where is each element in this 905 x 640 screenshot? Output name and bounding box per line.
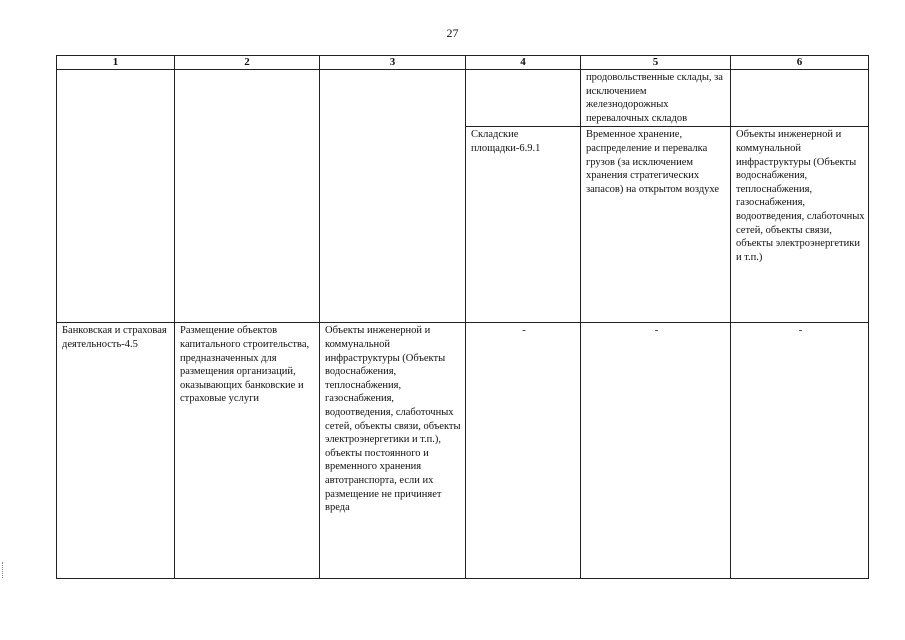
header-col-4: 4: [466, 56, 581, 70]
cell-row1-col5: продовольственные склады, за исключением железнодорожных перевалочных складов: [581, 70, 731, 127]
header-col-2: 2: [175, 56, 320, 70]
cell-row3-col3: Объекты инженерной и коммунальной инфраструктуры (Объекты водоснабжения, теплоснабжения, газоснабжения, водоотведения, слаботочных сетей, объекты связи, объекты электроэнергетики и т.п.), объекты постоянного и временного хранения автотранспорта, если их размещение не причиняет вреда: [320, 323, 466, 579]
cell-row3-col5: [581, 323, 731, 579]
cell-row1-col2: [175, 70, 320, 323]
cell-row3-col1: Банковская и страховая деятельность-4.5: [57, 323, 175, 579]
table-row: [57, 323, 869, 579]
table-row: [57, 70, 869, 127]
document-table: [56, 55, 869, 579]
cell-row3-col2: Размещение объектов капитального строительства, предназначенных для размещения организаций, оказывающих банковские и страховые услуги: [175, 323, 320, 579]
table-header-row: [57, 56, 869, 70]
cell-row3-col4: [466, 323, 581, 579]
cell-row3-col6: [731, 323, 869, 579]
cell-row1-col6: [731, 70, 869, 127]
cell-row1-col1: [57, 70, 175, 323]
cell-row1-col3: [320, 70, 466, 323]
header-col-6: 6: [731, 56, 869, 70]
dash-value: -: [798, 325, 803, 337]
header-col-5: 5: [581, 56, 731, 70]
scan-margin-mark: [2, 562, 5, 578]
cell-row2-col4: Складские площадки-6.9.1: [466, 127, 581, 323]
dash-value: -: [522, 325, 526, 337]
header-col-3: 3: [320, 56, 466, 70]
header-col-1: 1: [57, 56, 175, 70]
cell-row1-col4: [466, 70, 581, 127]
page-number: 27: [446, 26, 459, 40]
cell-row2-col6: Объекты инженерной и коммунальной инфраструктуры (Объекты водоснабжения, теплоснабжения, газоснабжения, водоотведения, слаботочных сетей, объекты связи, объекты электроэнергетики и т.п.): [731, 127, 869, 323]
cell-row2-col5: Временное хранение, распределение и перевалка грузов (за исключением хранения стратегических запасов) на открытом воздухе: [581, 127, 731, 323]
dash-value: -: [654, 325, 659, 337]
